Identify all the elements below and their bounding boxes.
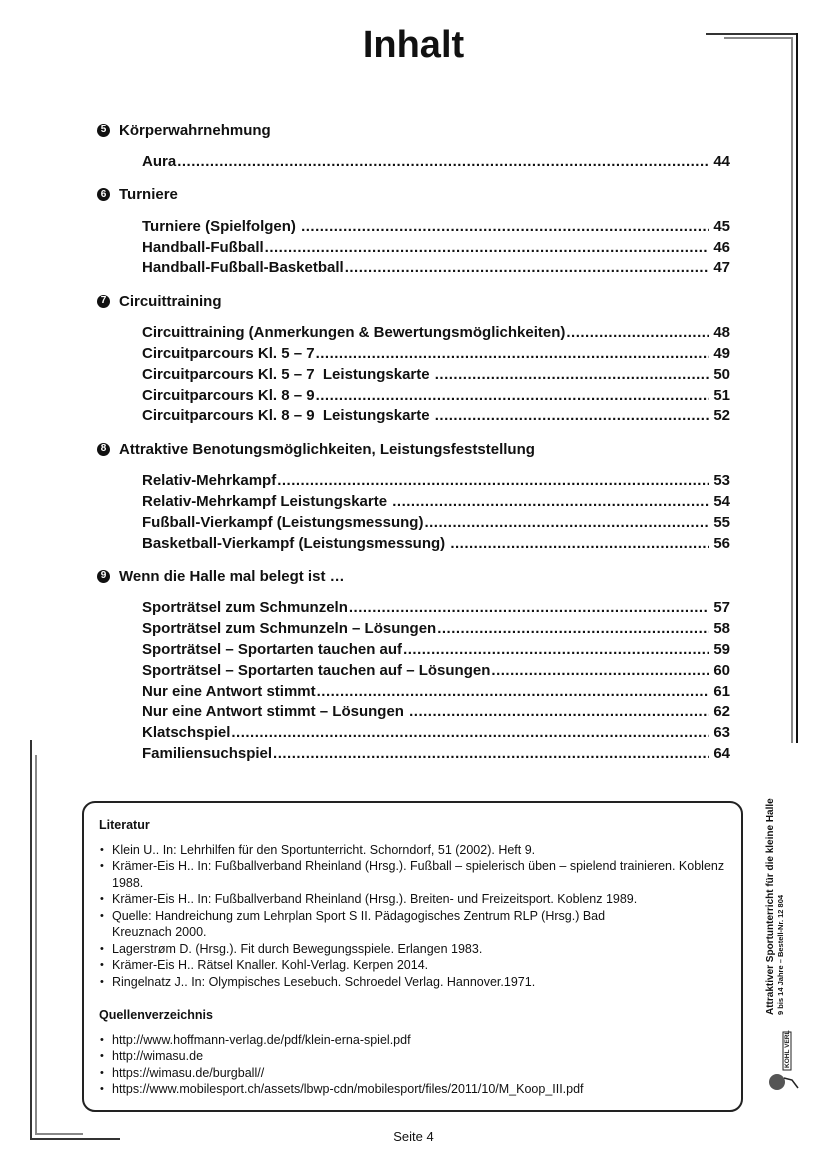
circled-number-icon: 6 bbox=[97, 188, 110, 201]
circled-number-icon: 7 bbox=[97, 295, 110, 308]
source-link[interactable]: • https://www.mobilesport.ch/assets/lbwp-cdn/mobilesport/files/2011/10/M_Koop_III.pdf bbox=[99, 1081, 731, 1098]
toc-entry[interactable] bbox=[142, 723, 730, 744]
dot-leader bbox=[277, 471, 709, 492]
frame-top-right-outer-v bbox=[796, 33, 798, 743]
literature-list bbox=[99, 842, 731, 991]
entry-title: Handball-Fußball-Basketball bbox=[142, 259, 344, 277]
dot-leader bbox=[265, 238, 709, 259]
entry-title: Aura bbox=[142, 153, 177, 170]
toc-entry[interactable] bbox=[142, 640, 730, 661]
frame-top-right-inner-v bbox=[791, 37, 793, 743]
publisher-name: KOHL VERLAG bbox=[784, 1030, 791, 1068]
references-box bbox=[82, 801, 743, 1112]
dot-leader bbox=[345, 258, 709, 279]
tree-logo-icon bbox=[768, 1030, 808, 1095]
literature-item: • Klein U.. In: Lehrhilfen für den Sportunterricht. Schorndorf, 51 (2002). Heft 9. bbox=[99, 842, 731, 859]
entry-page: 60 bbox=[713, 661, 730, 679]
section-heading bbox=[96, 566, 736, 586]
book-subtitle: 9 bis 14 Jahre – Bestell-Nr. 12 804 bbox=[776, 894, 785, 1015]
entry-page: 55 bbox=[713, 513, 730, 531]
literature-item: • Quelle: Handreichung zum Lehrplan Sport S II. Pädagogisches Zentrum RLP (Hrsg.) Bad Kreuznach 2000. bbox=[99, 908, 731, 941]
section-heading bbox=[96, 439, 736, 459]
sources-heading: Quellenverzeichnis bbox=[99, 1008, 213, 1022]
section-heading-text: Circuittraining bbox=[119, 292, 222, 310]
literature-item: • Krämer-Eis H.. In: Fußballverband Rheinland (Hrsg.). Breiten- und Freizeitsport. Koblenz 1989. bbox=[99, 891, 731, 908]
dot-leader bbox=[491, 661, 709, 682]
frame-bottom-left-outer-v bbox=[30, 740, 32, 1140]
dot-leader bbox=[450, 534, 709, 555]
dot-leader bbox=[437, 619, 709, 640]
entry-title: Nur eine Antwort stimmt – Lösungen bbox=[142, 703, 409, 721]
entry-title: Circuitparcours Kl. 8 – 9 bbox=[142, 386, 315, 404]
dot-leader bbox=[317, 682, 709, 703]
section-heading-text: Attraktive Benotungsmöglichkeiten, Leistungsfeststellung bbox=[119, 440, 535, 458]
entry-page: 47 bbox=[713, 259, 730, 277]
circled-number-icon: 8 bbox=[97, 443, 110, 456]
entry-page: 61 bbox=[713, 682, 730, 700]
toc-entry[interactable] bbox=[142, 258, 730, 279]
toc-entry[interactable] bbox=[142, 344, 730, 365]
entry-title: Familiensuchspiel bbox=[142, 744, 273, 762]
entry-page: 53 bbox=[713, 472, 730, 490]
entry-title: Sporträtsel – Sportarten tauchen auf – Lösungen bbox=[142, 661, 491, 679]
entry-title: Fußball-Vierkampf (Leistungsmessung) bbox=[142, 513, 424, 531]
section-heading-text: Körperwahrnehmung bbox=[119, 121, 271, 139]
sources-list bbox=[99, 1032, 731, 1098]
literature-item: • Krämer-Eis H.. In: Fußballverband Rheinland (Hrsg.). Fußball – spielerisch üben – spielend trainieren. Koblenz 1988. bbox=[99, 858, 731, 891]
toc-entry[interactable] bbox=[142, 661, 730, 682]
entry-page: 45 bbox=[713, 217, 730, 235]
toc-entry[interactable] bbox=[142, 406, 730, 427]
entry-title: Nur eine Antwort stimmt bbox=[142, 682, 316, 700]
dot-leader bbox=[273, 744, 709, 765]
page-title: Inhalt bbox=[362, 24, 465, 66]
toc-section bbox=[96, 566, 736, 764]
source-link[interactable]: • https://wimasu.de/burgball// bbox=[99, 1065, 731, 1082]
entry-page: 50 bbox=[713, 365, 730, 383]
frame-bottom-left-inner-v bbox=[35, 755, 37, 1134]
toc-entry[interactable] bbox=[142, 238, 730, 259]
literature-item: • Ringelnatz J.. In: Olympisches Lesebuch. Schroedel Verlag. Hannover.1971. bbox=[99, 974, 731, 991]
dot-leader bbox=[409, 702, 709, 723]
book-title: Attraktiver Sportunterricht für die kleine Halle bbox=[765, 798, 776, 1015]
entry-title: Circuitparcours Kl. 5 – 7 bbox=[142, 344, 315, 362]
toc-entry[interactable] bbox=[142, 534, 730, 555]
publisher-logo bbox=[768, 1030, 808, 1095]
page-number: Seite 4 bbox=[393, 1129, 434, 1144]
toc-entry[interactable] bbox=[142, 744, 730, 765]
entry-title: Relativ-Mehrkampf bbox=[142, 472, 277, 490]
entry-title: Basketball-Vierkampf (Leistungsmessung) bbox=[142, 534, 450, 552]
section-heading-text: Turniere bbox=[119, 186, 178, 204]
entry-page: 56 bbox=[713, 534, 730, 552]
entry-page: 54 bbox=[713, 492, 730, 510]
entry-page: 48 bbox=[713, 324, 730, 342]
literature-heading: Literatur bbox=[99, 818, 150, 832]
dot-leader bbox=[316, 344, 709, 365]
toc-section bbox=[96, 291, 736, 427]
dot-leader bbox=[435, 365, 709, 386]
source-link[interactable]: • http://www.hoffmann-verlag.de/pdf/klein-erna-spiel.pdf bbox=[99, 1032, 731, 1049]
toc-entry[interactable] bbox=[142, 702, 730, 723]
dot-leader bbox=[177, 152, 709, 173]
toc-entry[interactable] bbox=[142, 471, 730, 492]
dot-leader bbox=[392, 492, 709, 513]
source-link[interactable]: • http://wimasu.de bbox=[99, 1048, 731, 1065]
dot-leader bbox=[301, 217, 709, 238]
toc-entry[interactable] bbox=[142, 598, 730, 619]
section-heading bbox=[96, 120, 736, 140]
entry-page: 58 bbox=[713, 620, 730, 638]
book-sidebar bbox=[765, 785, 785, 1015]
dot-leader bbox=[435, 406, 709, 427]
circled-number-icon: 9 bbox=[97, 570, 110, 583]
toc-entry[interactable] bbox=[142, 492, 730, 513]
entry-page: 63 bbox=[713, 724, 730, 742]
entry-page: 57 bbox=[713, 599, 730, 617]
entry-title: Circuittraining (Anmerkungen & Bewertungsmöglichkeiten) bbox=[142, 324, 566, 342]
entry-title: Klatschspiel bbox=[142, 724, 231, 742]
toc-entry[interactable] bbox=[142, 152, 730, 173]
literature-item: • Lagerstrøm D. (Hrsg.). Fit durch Bewegungsspiele. Erlangen 1983. bbox=[99, 941, 731, 958]
references-content bbox=[99, 817, 731, 1110]
toc-entry[interactable] bbox=[142, 682, 730, 703]
entry-page: 62 bbox=[713, 703, 730, 721]
entry-page: 59 bbox=[713, 640, 730, 658]
entry-title: Sporträtsel – Sportarten tauchen auf bbox=[142, 640, 403, 658]
entry-title: Sporträtsel zum Schmunzeln – Lösungen bbox=[142, 620, 437, 638]
section-heading bbox=[96, 291, 736, 311]
toc-entry[interactable] bbox=[142, 323, 730, 344]
entry-page: 44 bbox=[713, 153, 730, 170]
section-heading-text: Wenn die Halle mal belegt ist … bbox=[119, 567, 345, 585]
dot-leader bbox=[424, 513, 709, 534]
entry-page: 64 bbox=[713, 744, 730, 762]
toc-section bbox=[96, 185, 736, 279]
section-heading bbox=[96, 185, 736, 205]
dot-leader bbox=[316, 386, 709, 407]
toc-entry[interactable] bbox=[142, 513, 730, 534]
entry-page: 46 bbox=[713, 238, 730, 256]
entry-page: 49 bbox=[713, 344, 730, 362]
literature-item: • Krämer-Eis H.. Rätsel Knaller. Kohl-Verlag. Kerpen 2014. bbox=[99, 957, 731, 974]
entry-title: Circuitparcours Kl. 5 – 7 Leistungskarte bbox=[142, 365, 434, 383]
entry-title: Sporträtsel zum Schmunzeln bbox=[142, 599, 348, 617]
entry-page: 52 bbox=[713, 407, 730, 425]
toc-entry[interactable] bbox=[142, 619, 730, 640]
entry-title: Circuitparcours Kl. 8 – 9 Leistungskarte bbox=[142, 407, 434, 425]
circled-number-icon: 5 bbox=[97, 124, 110, 137]
dot-leader bbox=[566, 323, 709, 344]
entry-title: Relativ-Mehrkampf Leistungskarte bbox=[142, 492, 392, 510]
dot-leader bbox=[349, 598, 709, 619]
toc-entry[interactable] bbox=[142, 365, 730, 386]
toc-section bbox=[96, 439, 736, 554]
table-of-contents bbox=[96, 120, 736, 777]
entry-page: 51 bbox=[713, 386, 730, 404]
entry-title: Turniere (Spielfolgen) bbox=[142, 217, 301, 235]
toc-entry[interactable] bbox=[142, 386, 730, 407]
toc-entry[interactable] bbox=[142, 217, 730, 238]
toc-section bbox=[96, 120, 736, 173]
entry-title: Handball-Fußball bbox=[142, 238, 264, 256]
dot-leader bbox=[403, 640, 709, 661]
dot-leader bbox=[231, 723, 709, 744]
